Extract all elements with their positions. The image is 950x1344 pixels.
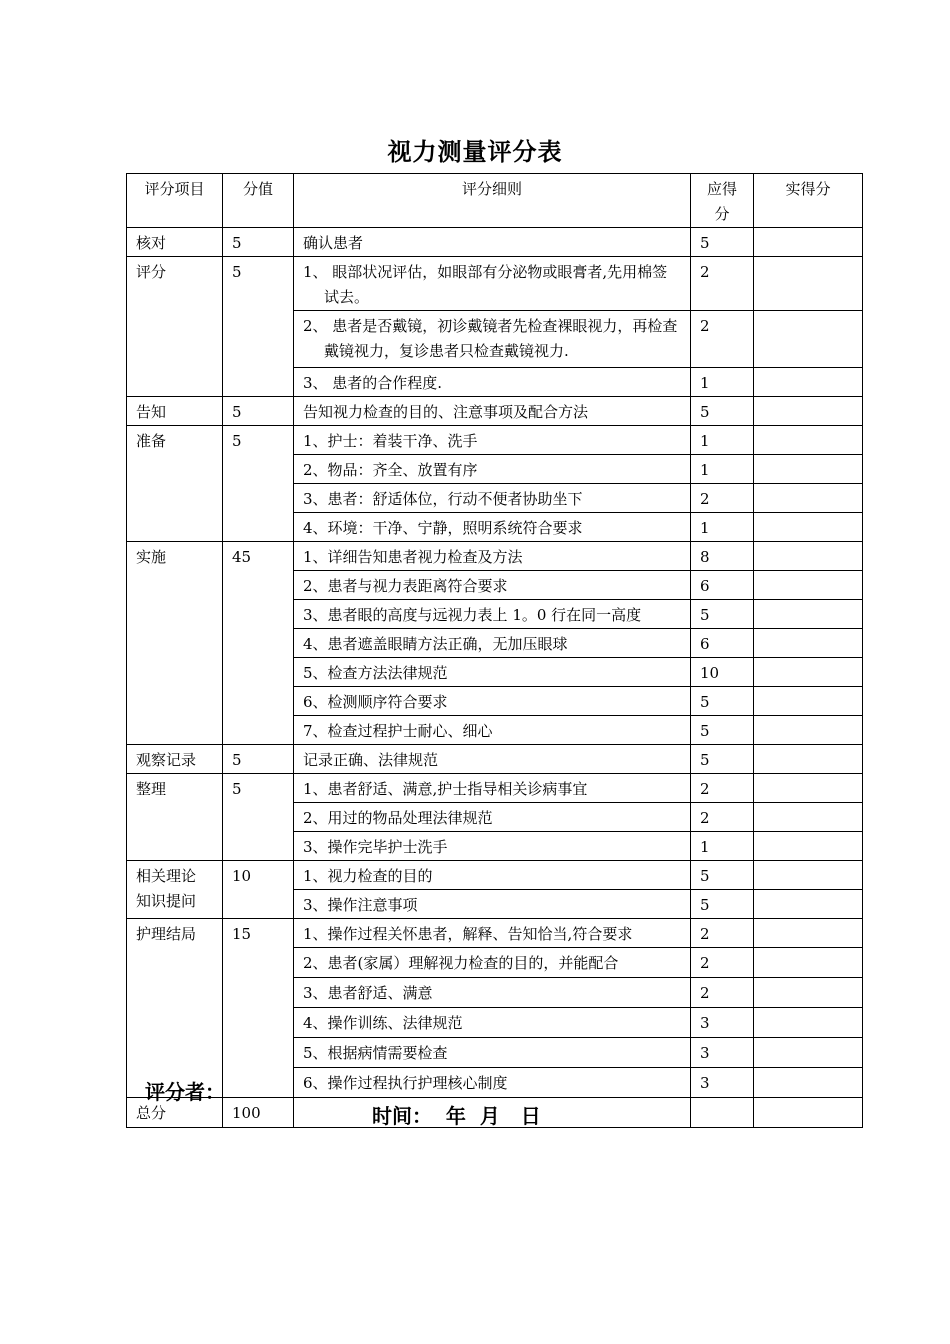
score-cell: 1 [691,368,754,397]
score-cell: 1 [691,426,754,455]
header-detail: 评分细则 [294,174,691,228]
actual-score-cell [754,832,863,861]
detail-cell: 3、操作完毕护士洗手 [294,832,691,861]
score-cell: 2 [691,774,754,803]
grader-label: 评分者： [145,1080,225,1104]
detail-cell: 5、根据病情需要检查 [294,1038,691,1068]
item-cell: 护理结局 [127,919,223,1098]
score-cell: 1 [691,513,754,542]
detail-cell: 1、视力检查的目的 [294,861,691,890]
actual-score-cell [754,542,863,571]
actual-score-cell [754,716,863,745]
detail-cell: 4、患者遮盖眼睛方法正确，无加压眼球 [294,629,691,658]
actual-score-cell [754,1098,863,1128]
score-cell: 5 [691,716,754,745]
actual-score-cell [754,257,863,311]
score-cell: 2 [691,978,754,1008]
score-cell: 3 [691,1068,754,1098]
table-row [127,861,863,890]
actual-score-cell [754,629,863,658]
detail-cell: 记录正确、法律规范 [294,745,691,774]
actual-score-cell [754,948,863,978]
actual-score-cell [754,978,863,1008]
score-cell: 2 [691,919,754,948]
date-label: 时间： 年 月 日 [372,1104,541,1128]
score-cell: 5 [691,600,754,629]
detail-cell: 告知视力检查的目的、注意事项及配合方法 [294,397,691,426]
detail-cell: 2、用过的物品处理法律规范 [294,803,691,832]
value-cell: 10 [223,861,294,919]
item-cell: 告知 [127,397,223,426]
score-cell: 10 [691,658,754,687]
value-cell: 5 [223,257,294,397]
detail-cell: 6、操作过程执行护理核心制度 [294,1068,691,1098]
score-cell: 5 [691,861,754,890]
detail-cell: 1、操作过程关怀患者，解释、告知恰当,符合要求 [294,919,691,948]
detail-cell: 3、患者眼的高度与远视力表上 1。0 行在同一高度 [294,600,691,629]
score-table [126,173,863,1128]
score-cell: 6 [691,629,754,658]
detail-cell: 1、 眼部状况评估，如眼部有分泌物或眼膏者,先用棉签试去。 [294,257,691,311]
item-label-line1: 相关理论 [136,867,197,885]
item-cell: 评分 [127,257,223,397]
item-cell [127,861,223,919]
item-cell: 总分 [127,1098,223,1128]
score-cell: 6 [691,571,754,600]
actual-score-cell [754,600,863,629]
actual-score-cell [754,368,863,397]
actual-score-cell [754,228,863,257]
score-cell: 5 [691,745,754,774]
detail-cell: 1、患者舒适、满意,护士指导相关诊病事宜 [294,774,691,803]
table-row [127,919,863,948]
table-row [127,426,863,455]
value-cell: 45 [223,542,294,745]
detail-cell: 2、患者与视力表距离符合要求 [294,571,691,600]
actual-score-cell [754,1068,863,1098]
table-row [127,397,863,426]
detail-cell: 1、详细告知患者视力检查及方法 [294,542,691,571]
actual-score-cell [754,687,863,716]
item-label-line2: 知识提问 [136,892,197,910]
header-value: 分值 [223,174,294,228]
table-row [127,542,863,571]
header-actual-score: 实得分 [754,174,863,228]
value-cell: 100 [223,1098,294,1128]
detail-cell: 3、 患者的合作程度. [294,368,691,397]
actual-score-cell [754,774,863,803]
value-cell: 5 [223,745,294,774]
value-cell: 15 [223,919,294,1098]
actual-score-cell [754,890,863,919]
score-cell: 2 [691,484,754,513]
actual-score-cell [754,484,863,513]
actual-score-cell [754,803,863,832]
detail-cell: 确认患者 [294,228,691,257]
detail-cell: 4、操作训练、法律规范 [294,1008,691,1038]
item-cell: 准备 [127,426,223,542]
score-cell: 1 [691,455,754,484]
score-cell: 5 [691,228,754,257]
item-cell: 整理 [127,774,223,861]
actual-score-cell [754,919,863,948]
detail-cell: 3、患者：舒适体位，行动不便者协助坐下 [294,484,691,513]
detail-cell: 3、操作注意事项 [294,890,691,919]
score-cell: 3 [691,1008,754,1038]
detail-cell: 5、检查方法法律规范 [294,658,691,687]
actual-score-cell [754,1038,863,1068]
detail-cell: 3、患者舒适、满意 [294,978,691,1008]
header-should-score: 应得分 [691,174,754,228]
actual-score-cell [754,426,863,455]
score-cell [691,1098,754,1128]
item-cell: 观察记录 [127,745,223,774]
value-cell: 5 [223,228,294,257]
value-cell: 5 [223,397,294,426]
actual-score-cell [754,1008,863,1038]
score-cell: 5 [691,890,754,919]
detail-cell: 7、检查过程护士耐心、细心 [294,716,691,745]
detail-cell: 6、检测顺序符合要求 [294,687,691,716]
score-cell: 3 [691,1038,754,1068]
value-cell: 5 [223,426,294,542]
item-cell: 实施 [127,542,223,745]
actual-score-cell [754,658,863,687]
score-cell: 2 [691,311,754,368]
actual-score-cell [754,745,863,774]
page-title: 视力测量评分表 [387,137,563,166]
actual-score-cell [754,455,863,484]
detail-cell: 1、护士：着装干净、洗手 [294,426,691,455]
detail-cell: 2、患者(家属）理解视力检查的目的，并能配合 [294,948,691,978]
score-cell: 2 [691,948,754,978]
score-cell: 2 [691,257,754,311]
detail-cell: 4、环境：干净、宁静，照明系统符合要求 [294,513,691,542]
table-header-row [127,174,863,228]
item-cell: 核对 [127,228,223,257]
detail-cell: 2、 患者是否戴镜，初诊戴镜者先检查裸眼视力，再检查戴镜视力，复诊患者只检查戴镜视力. [294,311,691,368]
table-row [127,257,863,311]
score-cell: 1 [691,832,754,861]
actual-score-cell [754,311,863,368]
score-cell: 2 [691,803,754,832]
actual-score-cell [754,861,863,890]
table-row [127,228,863,257]
score-cell: 5 [691,397,754,426]
score-cell: 8 [691,542,754,571]
table-row [127,745,863,774]
actual-score-cell [754,571,863,600]
value-cell: 5 [223,774,294,861]
score-cell: 5 [691,687,754,716]
actual-score-cell [754,397,863,426]
header-item: 评分项目 [127,174,223,228]
detail-cell: 2、物品：齐全、放置有序 [294,455,691,484]
table-row [127,774,863,803]
actual-score-cell [754,513,863,542]
